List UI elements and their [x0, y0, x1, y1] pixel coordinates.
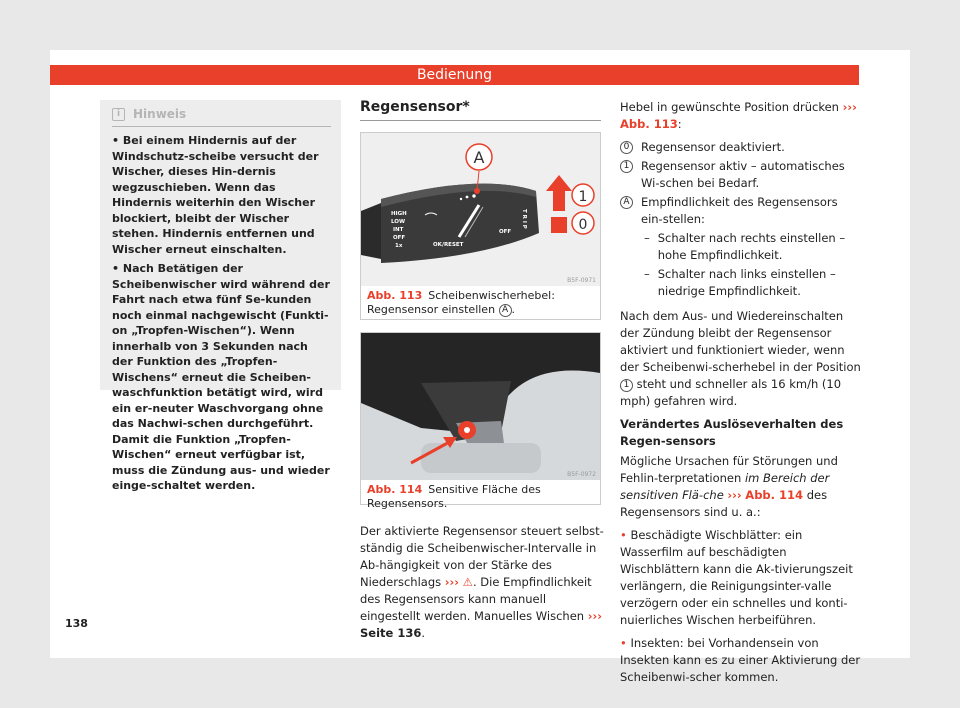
lever-label-1x: 1x [395, 243, 403, 249]
lever-label-low: LOW [391, 219, 406, 225]
figure-114 [360, 332, 601, 510]
right-column [620, 99, 862, 692]
page-link[interactable]: Seite 136 [360, 626, 422, 640]
divider [112, 126, 331, 127]
figure-label: Abb. 113 [367, 289, 423, 302]
divider [360, 120, 601, 121]
reference-arrow: ››› [842, 100, 857, 114]
reference-arrow: ››› [727, 488, 742, 502]
bullet-mark: • [620, 528, 627, 542]
ok-reset-label: OK/RESET [433, 242, 464, 248]
lever-label-int: INT [393, 227, 404, 233]
figure-113 [360, 132, 601, 320]
bullet-item: • Insekten: bei Vorhandensein von Insekten kann es zu einer Aktivierung der Scheibenwi-scher kommen. [620, 636, 861, 684]
position-marker: 1 [620, 160, 633, 173]
bullet-item: • Beschädigte Wischblätter: ein Wasserfilm auf beschädigten Wischblättern kann die Ak-tivierungszeit verlängern, die Reinigungsinter-valle verzögern oder ein schnelles und konti-nuierliches Wischen herbeiführen. [620, 528, 853, 627]
wiper-lever-illustration [361, 133, 600, 286]
figure-caption: Abb. 114 Sensitive Fläche des Regensensors. [367, 483, 541, 510]
body-paragraph: Mögliche Ursachen für Störungen und Fehlin-terpretationen im Bereich der sensitiven Flä-che ››› Abb. 114 des Regensensors sind u. a.: [620, 454, 838, 519]
position-marker: 0 [620, 141, 633, 154]
lever-label-high: HIGH [391, 211, 407, 217]
info-icon: i [112, 108, 125, 121]
position-item: 1 Regensensor aktiv – automatisches Wi-schen bei Bedarf. [620, 158, 862, 192]
figure-code: B5F-0971 [567, 277, 596, 284]
figure-link[interactable]: Abb. 113 [620, 117, 678, 131]
figure-link[interactable]: Abb. 114 [745, 488, 804, 502]
bullet-mark: • [620, 636, 627, 650]
note-box [100, 100, 341, 492]
reference-arrow: ››› [444, 575, 459, 589]
rain-sensor-illustration [361, 333, 600, 480]
position-marker: 1 [620, 379, 633, 392]
callout-a: A [473, 148, 485, 167]
sub-item: – Schalter nach links einstellen – niedrige Empfindlichkeit. [644, 267, 836, 298]
reference-arrow: ››› [587, 609, 602, 623]
position-marker: A [620, 196, 633, 209]
callout-1: 1 [578, 189, 588, 205]
sub-item: – Schalter nach rechts einstellen – hohe Empfindlichkeit. [644, 231, 846, 262]
body-paragraph: Nach dem Aus- und Wiedereinschalten der Zündung bleibt der Regensensor aktiviert und funktioniert wieder, wenn der Scheibenwi-scherhebel in der Position 1 steht und schneller als 16 km/h (10 mph) gefahren wird. [620, 309, 861, 408]
trip-label: T R I P [521, 209, 527, 229]
warning-icon: ⚠ [462, 575, 473, 589]
position-item: A Empfindlichkeit des Regensensors ein-stellen: [620, 194, 862, 228]
subheading: Verändertes Auslöseverhalten des Regen-sensors [620, 417, 844, 448]
figure-caption: Abb. 113 Scheibenwischerhebel: Regensensor einstellen A . [367, 289, 555, 316]
note-title: Hinweis [133, 107, 187, 121]
page-number: 138 [65, 617, 88, 630]
note-item: • Nach Betätigen der Scheibenwischer wird während der Fahrt nach etwa fünf Se-kunden noch einmal nachgewischt (Funkti-on „Tropfen-Wischen“). Wenn innerhalb von 3 Sekunden nach der Funktion des „Tropfen-Wischens“ erneut die Scheiben-waschfunktion betätigt wird, wird ein er-neuter Waschvorgang ohne das Nachwi-schen durchgeführt. Damit die Funktion „Tropfen-Wischen“ erneut verfügbar ist, muss die Zündung aus- und wieder einge-schaltet werden. [112, 262, 330, 492]
off-label: OFF [499, 229, 512, 235]
lever-label-off: OFF [393, 235, 406, 241]
note-item: • Bei einem Hindernis auf der Windschutz-scheibe versucht der Wischer, dieses Hin-dernis wegzuschieben. Wenn das Hindernis weiterhin den Wischer blockiert, bleibt der Wischer stehen. Hindernis entfernen und Wischer erneut einschalten. [112, 134, 319, 256]
page-header: Bedienung [50, 65, 859, 85]
figure-code: B5F-0972 [567, 471, 596, 478]
ref-marker: A [499, 304, 512, 317]
callout-0: 0 [578, 217, 588, 233]
position-item: 0 Regensensor deaktiviert. [620, 139, 862, 156]
section-title: Regensensor* [360, 99, 470, 115]
intro-paragraph: Hebel in gewünschte Position drücken ››› Abb. 113: [620, 100, 857, 131]
figure-label: Abb. 114 [367, 483, 423, 496]
body-paragraph: Der aktivierte Regensensor steuert selbst-ständig die Scheibenwischer-Intervalle in Ab-hängigkeit von der Stärke des Niederschlags ››› ⚠. Die Empfindlichkeit des Regensensors kann manuell eingestellt werden. Manuelles Wischen ››› Seite 136. [360, 524, 604, 640]
